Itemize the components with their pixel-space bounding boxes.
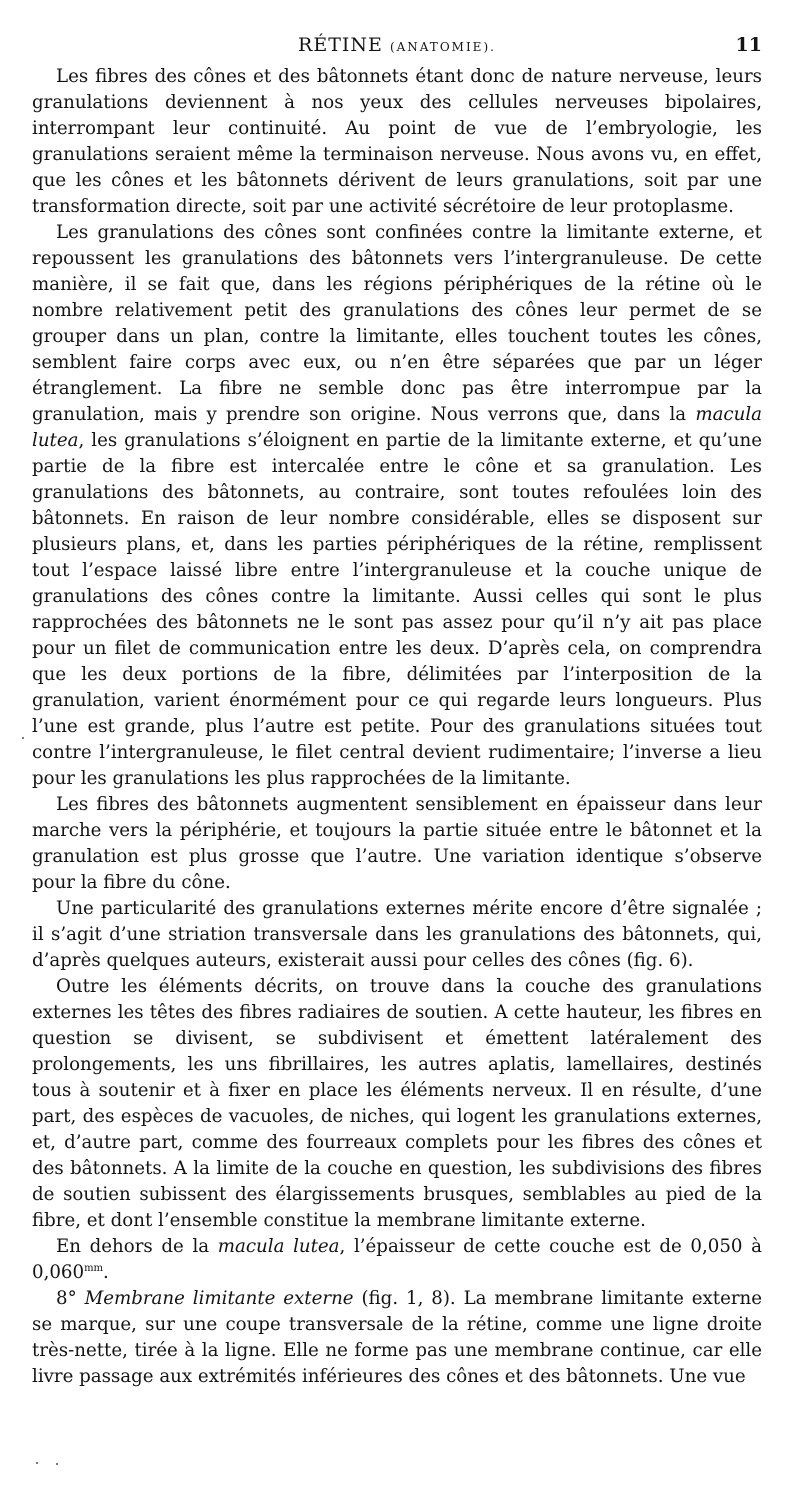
paragraph-1 (32, 64, 762, 220)
paragraph-7 (32, 1286, 762, 1390)
running-title-main: RÉTINE (298, 34, 383, 56)
paragraph-2 (32, 220, 762, 792)
body-text (32, 64, 762, 1390)
paragraph-2-text-a: Les granulations des cônes sont confinées contre la limitante externe, et repoussent les granulations des bâtonnets vers l’intergranuleuse. De cette manière, il se fait que, dans les régions périphériques de la rétine où le nombre relativement petit des granulations des cônes leur permet de se grouper dans un plan, contre la limitante, elles touchent toutes les cônes, semblent faire corps avec eux, ou n’en être séparées que par un léger étranglement. La fibre ne semble donc pas être interrompue par la granulation, mais y prendre son origine. Nous verrons que, dans la (32, 222, 762, 425)
paragraph-6-text-a: En dehors de la (56, 1236, 218, 1257)
paragraph-4-text: Une particularité des granulations externes mérite encore d’être signalée ; il s’agit d’une striation transversale dans les granulations des bâtonnets, qui, d’après quelques auteurs, existerait aussi pour celles des cônes (fig. 6). (32, 898, 762, 971)
paragraph-2-text-b: , les granulations s’éloignent en partie de la limitante externe, et qu’une partie de la fibre est intercalée entre le cône et sa granulation. Les granulations des bâtonnets, au contraire, sont toutes refoulées loin des bâtonnets. En raison de leur nombre considérable, elles se disposent sur plusieurs plans, et, dans les parties périphériques de la rétine, remplissent tout l’espace laissé libre entre l’intergranuleuse et la couche unique de granulations des cônes contre la limitante. Aussi celles qui sont le plus rapprochées des bâtonnets ne le sont pas assez pour qu’il n’y ait pas place pour un filet de communication entre les deux. D’après cela, on comprendra que les deux portions de la fibre, délimitées par l’interposition de la granulation, varient énormément pour ce qui regarde leurs longueurs. Plus l’une est grande, plus l’autre est petite. Pour des granulations situées tout contre l’intergranuleuse, le filet central devient rudimentaire; l’inverse a lieu pour les granulations les plus rapprochées de la limitante. (32, 430, 762, 789)
paragraph-2-italic: macula lutea (32, 404, 762, 451)
paragraph-7-text: (fig. 1, 8). La membrane limitante externe se marque, sur une coupe transversale de la rétine, comme une ligne droite très-nette, tirée à la ligne. Elle ne forme pas une membrane continue, car elle livre passage aux extrémités inférieures des cônes et des bâtonnets. Une vue (32, 1288, 763, 1387)
paragraph-3-text: Les fibres des bâtonnets augmentent sensiblement en épaisseur dans leur marche vers la périphérie, et toujours la partie située entre le bâtonnet et la granulation est plus grosse que l’autre. Une variation identique s’observe pour la fibre du cône. (32, 794, 762, 893)
unit-superscript: mm (84, 1263, 104, 1274)
paragraph-5 (32, 974, 762, 1234)
page-number: 11 (735, 34, 762, 56)
print-speck (22, 737, 24, 739)
paragraph-6-italic: macula lutea (217, 1236, 340, 1257)
paragraph-4 (32, 896, 762, 974)
paragraph-3 (32, 792, 762, 896)
print-speck (36, 1462, 38, 1464)
page-header (32, 34, 762, 58)
paragraph-5-text: Outre les éléments décrits, on trouve dans la couche des granulations externes les têtes des fibres radiaires de soutien. A cette hauteur, les fibres en question se divisent, se subdivisent et émettent latéralement des prolongements, les uns fibrillaires, les autres aplatis, lamellaires, destinés tous à soutenir et à fixer en place les éléments nerveux. Il en résulte, d’une part, des espèces de vacuoles, de niches, qui logent les granulations externes, et, d’autre part, comme des fourreaux complets pour les fibres des cônes et des bâtonnets. A la limite de la couche en question, les subdivisions des fibres de soutien subissent des élargissements brusques, semblables au pied de la fibre, et dont l’ensemble constitue la membrane limitante externe. (32, 976, 762, 1231)
paragraph-6-text-b: , l’épaisseur de cette couche est de 0,050 à 0,060 (32, 1236, 762, 1283)
running-title (32, 34, 762, 56)
section-heading: Membrane limitante externe (84, 1288, 354, 1309)
paragraph-6-text-c: . (103, 1262, 109, 1283)
paragraph-1-text: Les fibres des cônes et des bâtonnets étant donc de nature nerveuse, leurs granulations deviennent à nos yeux des cellules nerveuses bipolaires, interrompant leur continuité. Au point de vue de l’embryologie, les granulations seraient même la terminaison nerveuse. Nous avons vu, en effet, que les cônes et les bâtonnets dérivent de leurs granulations, soit par une transformation directe, soit par une activité sécrétoire de leur protoplasme. (32, 66, 762, 217)
print-speck (56, 1463, 58, 1465)
section-number: 8° (56, 1288, 77, 1309)
paragraph-6 (32, 1234, 762, 1286)
running-title-subtitle: (ANATOMIE). (389, 40, 496, 54)
